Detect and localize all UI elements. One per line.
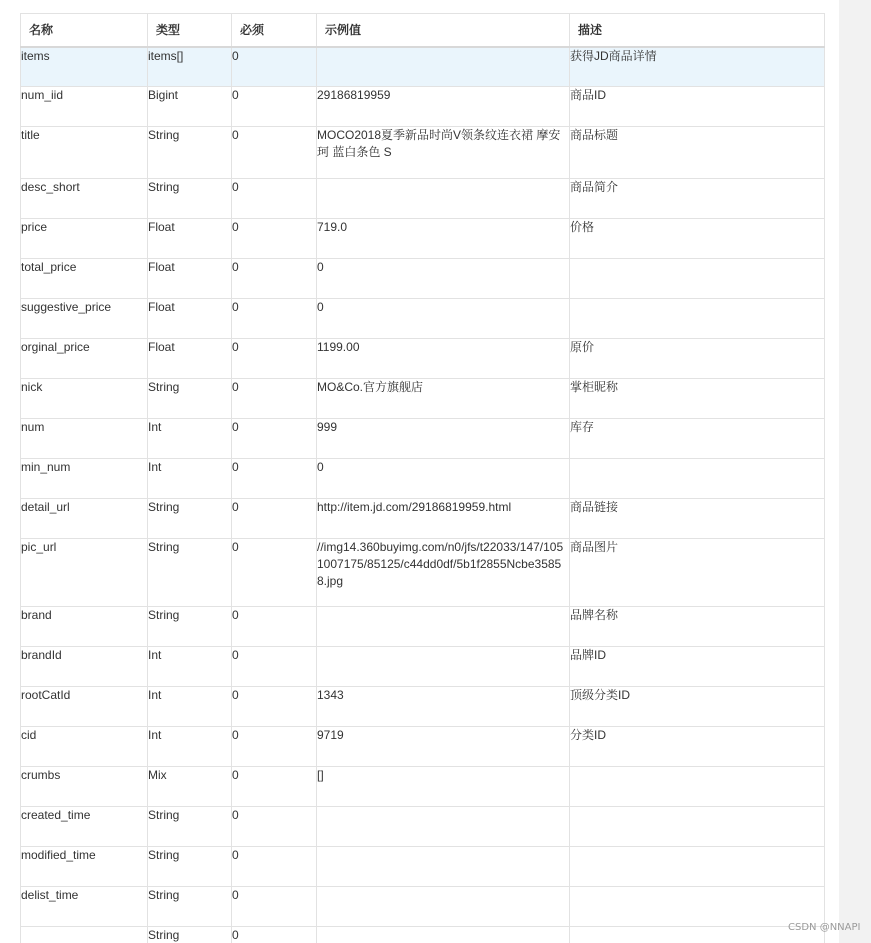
watermark-text: CSDN @NNAPI: [788, 922, 861, 933]
cell-name: min_num: [21, 459, 148, 499]
column-header-type: 类型: [148, 14, 232, 47]
cell-name: nick: [21, 379, 148, 419]
cell-name: cid: [21, 727, 148, 767]
cell-required: 0: [232, 379, 317, 419]
cell-example-value: http://item.jd.com/29186819959.html: [317, 499, 570, 539]
cell-description: 分类ID: [570, 727, 825, 767]
cell-example-value: 719.0: [317, 219, 570, 259]
cell-required: 0: [232, 499, 317, 539]
api-fields-table: [20, 13, 825, 943]
cell-type: Int: [148, 727, 232, 767]
cell-required: 0: [232, 87, 317, 127]
cell-name: suggestive_price: [21, 299, 148, 339]
column-header-example: 示例值: [317, 14, 570, 47]
cell-required: 0: [232, 767, 317, 807]
cell-required: 0: [232, 299, 317, 339]
table-row: [21, 727, 825, 767]
cell-name: crumbs: [21, 767, 148, 807]
cell-description: 商品图片: [570, 539, 825, 607]
cell-description: 价格: [570, 219, 825, 259]
cell-name: rootCatId: [21, 687, 148, 727]
table-row: [21, 607, 825, 647]
cell-name: delist_time: [21, 887, 148, 927]
column-header-name: 名称: [21, 14, 148, 47]
cell-type: String: [148, 379, 232, 419]
cell-type: Int: [148, 647, 232, 687]
table-row: [21, 539, 825, 607]
table-row: [21, 339, 825, 379]
cell-type: Float: [148, 259, 232, 299]
cell-description: 品牌ID: [570, 647, 825, 687]
cell-name: total_price: [21, 259, 148, 299]
cell-description: 商品链接: [570, 499, 825, 539]
cell-required: 0: [232, 847, 317, 887]
cell-required: 0: [232, 339, 317, 379]
cell-example-value: [317, 607, 570, 647]
cell-name: num: [21, 419, 148, 459]
cell-name: price: [21, 219, 148, 259]
table-row: [21, 47, 825, 87]
cell-type: String: [148, 887, 232, 927]
cell-example-value: //img14.360buyimg.com/n0/jfs/t22033/147/1051007175/85125/c44dd0df/5b1f2855Ncbe35858.jpg: [317, 539, 570, 607]
cell-type: String: [148, 807, 232, 847]
cell-example-value: 0: [317, 299, 570, 339]
cell-required: 0: [232, 259, 317, 299]
cell-example-value: 0: [317, 459, 570, 499]
table-row: [21, 767, 825, 807]
cell-description: [570, 299, 825, 339]
cell-name: orginal_price: [21, 339, 148, 379]
cell-example-value: [317, 807, 570, 847]
cell-type: String: [148, 127, 232, 179]
cell-name: title: [21, 127, 148, 179]
cell-required: 0: [232, 539, 317, 607]
table-row: [21, 847, 825, 887]
cell-type: items[]: [148, 47, 232, 87]
cell-example-value: 1199.00: [317, 339, 570, 379]
cell-description: 掌柜昵称: [570, 379, 825, 419]
cell-required: 0: [232, 219, 317, 259]
cell-required: 0: [232, 459, 317, 499]
cell-required: 0: [232, 47, 317, 87]
cell-example-value: 999: [317, 419, 570, 459]
table-row: [21, 87, 825, 127]
cell-example-value: [317, 847, 570, 887]
table-row: [21, 459, 825, 499]
cell-required: 0: [232, 647, 317, 687]
cell-description: [570, 887, 825, 927]
cell-type: String: [148, 607, 232, 647]
cell-type: Float: [148, 299, 232, 339]
cell-example-value: 1343: [317, 687, 570, 727]
cell-name: num_iid: [21, 87, 148, 127]
cell-required: 0: [232, 727, 317, 767]
cell-description: 商品标题: [570, 127, 825, 179]
cell-name: brand: [21, 607, 148, 647]
cell-type: Int: [148, 687, 232, 727]
cell-required: 0: [232, 927, 317, 943]
cell-description: 商品ID: [570, 87, 825, 127]
cell-description: [570, 259, 825, 299]
cell-type: Mix: [148, 767, 232, 807]
cell-required: 0: [232, 127, 317, 179]
cell-required: 0: [232, 419, 317, 459]
cell-type: Bigint: [148, 87, 232, 127]
cell-required: 0: [232, 607, 317, 647]
table-row: [21, 887, 825, 927]
column-header-required: 必须: [232, 14, 317, 47]
cell-type: String: [148, 179, 232, 219]
cell-description: [570, 459, 825, 499]
cell-description: [570, 847, 825, 887]
cell-example-value: [317, 927, 570, 943]
cell-type: String: [148, 499, 232, 539]
cell-example-value: [317, 179, 570, 219]
table-row: [21, 419, 825, 459]
cell-example-value: [317, 647, 570, 687]
table-row: [21, 807, 825, 847]
cell-required: 0: [232, 687, 317, 727]
cell-name: pic_url: [21, 539, 148, 607]
scrollbar-track[interactable]: [839, 0, 871, 943]
column-header-description: 描述: [570, 14, 825, 47]
cell-description: [570, 767, 825, 807]
table-row: [21, 647, 825, 687]
cell-description: 原价: [570, 339, 825, 379]
cell-example-value: [317, 47, 570, 87]
table-row: [21, 127, 825, 179]
cell-name: desc_short: [21, 179, 148, 219]
cell-required: 0: [232, 807, 317, 847]
cell-name: modified_time: [21, 847, 148, 887]
table-row: [21, 499, 825, 539]
cell-name: items: [21, 47, 148, 87]
cell-description: 顶级分类ID: [570, 687, 825, 727]
cell-description: 库存: [570, 419, 825, 459]
cell-example-value: 9719: [317, 727, 570, 767]
table-row: [21, 179, 825, 219]
cell-example-value: [317, 887, 570, 927]
cell-type: Int: [148, 419, 232, 459]
table-body: [21, 47, 825, 943]
table-row: [21, 927, 825, 943]
cell-type: String: [148, 539, 232, 607]
table-row: [21, 299, 825, 339]
cell-required: 0: [232, 179, 317, 219]
table-row: [21, 219, 825, 259]
table-header-row: [21, 14, 825, 47]
cell-type: Float: [148, 219, 232, 259]
cell-type: String: [148, 927, 232, 943]
table-row: [21, 687, 825, 727]
table-row: [21, 379, 825, 419]
cell-description: 商品简介: [570, 179, 825, 219]
cell-example-value: 29186819959: [317, 87, 570, 127]
cell-name: brandId: [21, 647, 148, 687]
cell-name: [21, 927, 148, 943]
cell-example-value: MO&Co.官方旗舰店: [317, 379, 570, 419]
cell-type: Int: [148, 459, 232, 499]
cell-description: [570, 927, 825, 943]
cell-description: 获得JD商品详情: [570, 47, 825, 87]
cell-description: [570, 807, 825, 847]
cell-example-value: MOCO2018夏季新品时尚V领条纹连衣裙 摩安珂 蓝白条色 S: [317, 127, 570, 179]
cell-name: created_time: [21, 807, 148, 847]
cell-example-value: 0: [317, 259, 570, 299]
cell-name: detail_url: [21, 499, 148, 539]
cell-type: String: [148, 847, 232, 887]
cell-description: 品牌名称: [570, 607, 825, 647]
cell-type: Float: [148, 339, 232, 379]
cell-example-value: []: [317, 767, 570, 807]
table-row: [21, 259, 825, 299]
cell-required: 0: [232, 887, 317, 927]
